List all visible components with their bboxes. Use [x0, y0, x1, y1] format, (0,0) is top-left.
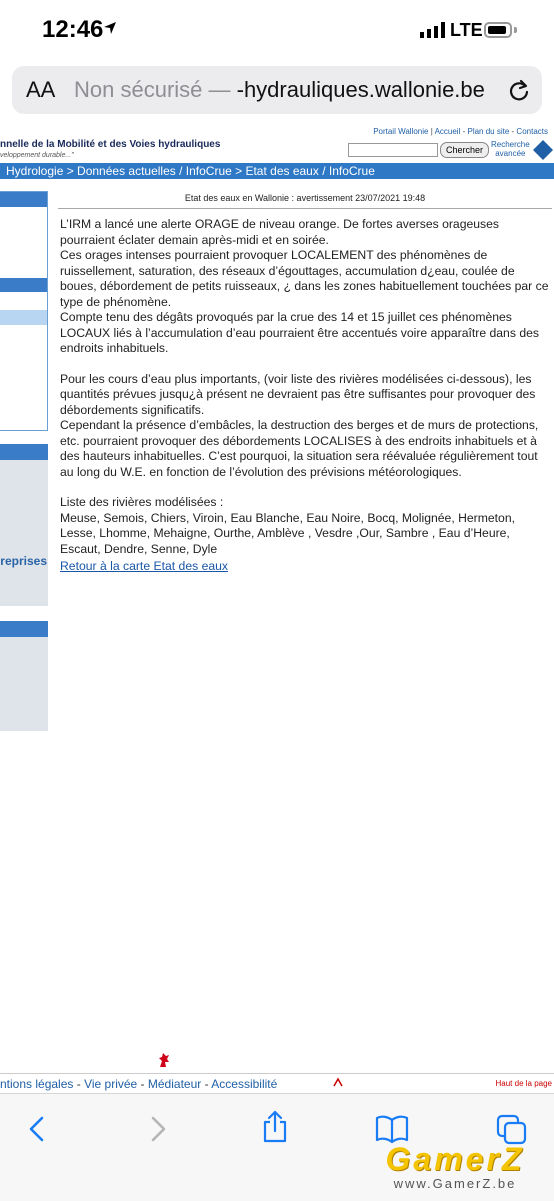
bulletin-text — [58, 209, 552, 575]
network-type: LTE — [450, 20, 483, 40]
location-arrow-icon — [103, 21, 117, 35]
site-footer — [0, 1073, 554, 1094]
site-tagline: veloppement durable..." — [0, 152, 74, 159]
link-portail[interactable]: Portail Wallonie — [373, 127, 429, 136]
wallonie-rooster-icon — [157, 1052, 171, 1068]
search-input[interactable] — [348, 143, 438, 157]
back-to-top-link[interactable]: Haut de la page — [495, 1079, 552, 1088]
link-vie-privee[interactable]: Vie privée — [84, 1077, 138, 1091]
paragraph: Cependant la présence d’embâcles, la destruction des berges et de murs de protections, etc. pourraient provoquer des débordements LOCALISES à des endroits inhabituels et à des hauteurs inhabituelles. C’est pourquoi, la situation sera réévaluée régulièrement tout au long du W.E. en fonction de l’évolution des prévisions météorologiques. — [60, 418, 539, 479]
page-title: Etat des eaux en Wallonie : avertissement 23/07/2021 19:48 — [58, 186, 552, 209]
status-bar — [0, 0, 554, 60]
paragraph: L’IRM a lancé une alerte ORAGE de niveau orange. De fortes averses orageuses pourraient éclater demain après-midi et en soirée. — [60, 217, 499, 247]
breadcrumb — [0, 163, 554, 179]
url-field[interactable] — [74, 77, 485, 103]
back-to-map-link[interactable]: Retour à la carte Etat des eaux — [60, 559, 229, 573]
link-mentions[interactable]: ntions légales — [0, 1077, 74, 1091]
footer-links: ntions légales - Vie privée - Médiateur - Accessibilité — [0, 1077, 278, 1091]
sidebar-heading — [0, 444, 48, 460]
paragraph: Liste des rivières modélisées : — [60, 495, 224, 509]
address-bar[interactable] — [12, 66, 542, 114]
link-accessibilite[interactable]: Accessibilité — [211, 1077, 278, 1091]
paragraph: Compte tenu des dégâts provoqués par la crue des 14 et 15 juillet ces phénomènes LOCAUX liés à l’accumulation d’eau pourraient être accentués voire apparaître dans des endroits inhabituels. — [60, 310, 539, 355]
sidebar-box-3 — [0, 621, 48, 731]
sidebar-item-selected[interactable] — [0, 310, 47, 325]
link-contacts[interactable]: Contacts — [516, 127, 548, 136]
search-button[interactable]: Chercher — [440, 142, 489, 158]
security-label: Non sécurisé — — [74, 77, 237, 102]
sidebar-heading — [0, 621, 48, 637]
reload-icon[interactable] — [508, 78, 530, 102]
signal-bars-icon — [420, 22, 446, 38]
top-links: Portail Wallonie | Accueil - Plan du site - Contacts — [373, 127, 548, 136]
sidebar-item-reprises[interactable]: reprises — [0, 554, 47, 568]
share-icon[interactable] — [261, 1110, 289, 1144]
sidebar-heading — [0, 192, 47, 207]
battery-icon — [484, 22, 512, 38]
link-mediateur[interactable]: Médiateur — [147, 1077, 202, 1091]
accessibility-icon — [332, 1076, 344, 1088]
sidebar-box-2 — [0, 444, 48, 606]
advanced-search-link[interactable]: Recherche avancée — [491, 140, 530, 158]
bookmarks-icon[interactable] — [375, 1114, 409, 1144]
paragraph: Ces orages intenses pourraient provoquer LOCALEMENT des phénomènes de ruissellement, saturation, des réseaux d’égouttages, accumulation d¿eau, coulée de boues, débordement de petits ruisseaux, ¿ dans les zones habituellement touchées par ce type de phénomène. — [60, 248, 549, 309]
sidebar-heading — [0, 278, 47, 292]
watermark-logo: GamerZ — [385, 1141, 525, 1177]
site-brand: nnelle de la Mobilité et des Voies hydrauliques — [0, 139, 221, 150]
watermark-url: www.GamerZ.be — [393, 1176, 517, 1191]
link-accueil[interactable]: Accueil — [434, 127, 461, 136]
paragraph: Pour les cours d’eau plus importants, (voir liste des rivières modélisées ci-dessous), les quantités prévues jusqu¿à présent ne devraient pas être suffisantes pour provoquer des débordements significatifs. — [60, 371, 536, 417]
river-list: Meuse, Semois, Chiers, Viroin, Eau Blanche, Eau Noire, Bocq, Molignée, Hermeton, Lesse, Lhomme, Mehaigne, Ourthe, Amblève , Vesdre ,Our, Sambre , Eau d’Heure, Escaut, Dendre, Senne, Dyle — [60, 510, 515, 556]
watermark — [370, 1142, 540, 1191]
clock: 12:46 — [42, 16, 104, 43]
reader-options-button[interactable]: AA — [26, 77, 56, 102]
back-icon[interactable] — [26, 1114, 48, 1144]
forward-icon[interactable] — [147, 1114, 169, 1144]
sidebar-box-1 — [0, 191, 48, 431]
url-host: -hydrauliques.wallonie.be — [236, 77, 485, 102]
main-content — [58, 186, 552, 575]
breadcrumb-text[interactable]: Hydrologie > Données actuelles / InfoCrue > Etat des eaux / InfoCrue — [6, 164, 375, 178]
link-plan[interactable]: Plan du site — [467, 127, 510, 136]
